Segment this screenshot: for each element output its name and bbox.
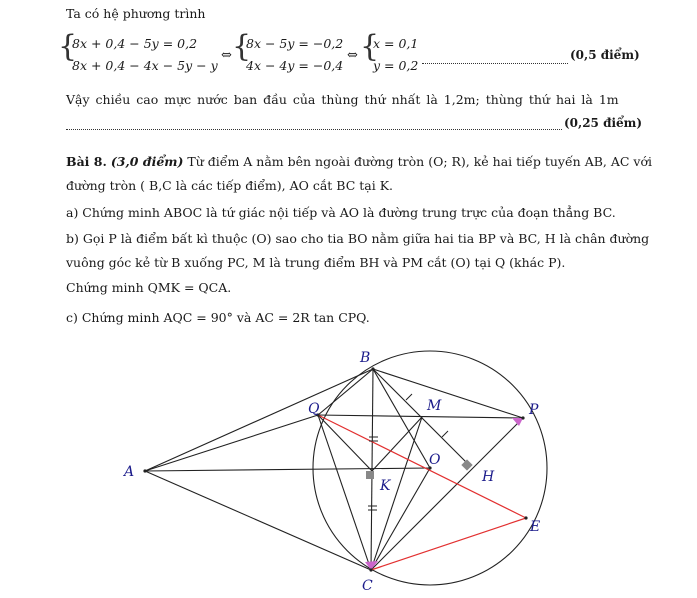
part-a: a) Chứng minh ABOC là tứ giác nội tiếp và AO là đường trung trực của đoạn thẳng BC.	[66, 205, 616, 220]
equiv-arrow-2: ⇔	[347, 48, 358, 63]
tangent-ab	[145, 369, 373, 471]
problem-label: Bài 8.	[66, 154, 107, 169]
red-segment-ce	[371, 518, 526, 570]
label-o: O	[429, 452, 441, 468]
part-b-line-2: vuông góc kẻ từ B xuống PC, M là trung điểm BH và PM cắt (O) tại Q (khác P).	[66, 255, 566, 270]
segment-qc	[318, 415, 371, 570]
system1-eq2: 8x + 0,4 − 4x − 5y − y	[72, 58, 218, 73]
label-k: K	[380, 478, 391, 494]
left-brace-1: {	[58, 29, 78, 64]
tick-mh	[442, 431, 448, 437]
problem-statement: Từ điểm A nằm bên ngoài đường tròn (O; R), kẻ hai tiếp tuyến AB, AC với	[187, 154, 652, 169]
system3-eq1: x = 0,1	[373, 36, 419, 51]
part-c: c) Chứng minh AQC = 90° và AC = 2R tan CPQ.	[66, 310, 370, 325]
score-1: (0,5 điểm)	[570, 48, 640, 62]
intro-text: Ta có hệ phương trình	[66, 6, 206, 21]
part-b-line-3: Chứng minh QMK = QCA.	[66, 280, 232, 295]
label-b: B	[360, 350, 371, 366]
label-h: H	[482, 469, 495, 485]
score-2: (0,25 điểm)	[564, 116, 643, 130]
tangent-ac	[145, 471, 371, 570]
left-brace-2: {	[232, 29, 252, 64]
equiv-arrow-1: ⇔	[221, 48, 232, 63]
left-brace-3: {	[360, 29, 380, 64]
part-b-line-1: b) Gọi P là điểm bất kì thuộc (O) sao cho tia BO nằm giữa hai tia BP và BC, H là chân đường	[66, 231, 650, 246]
conclusion-text: Vậy chiều cao mực nước ban đầu của thùng thứ nhất là 1,2m; thùng thứ hai là 1m	[66, 92, 619, 107]
segment-ao	[145, 468, 430, 471]
point-c	[369, 568, 372, 571]
label-c: C	[362, 578, 373, 594]
problem-line-2: đường tròn ( B,C là các tiếp điểm), AO cắt BC tại K.	[66, 178, 394, 193]
tick-bm	[406, 394, 412, 400]
label-e: E	[530, 519, 541, 535]
red-segment-qe	[318, 415, 526, 518]
segment-bp	[373, 369, 523, 418]
right-angle-h	[461, 459, 472, 470]
segment-pc	[371, 418, 523, 570]
system2-eq2: 4x − 4y = −0,4	[246, 58, 344, 73]
label-p: P	[529, 402, 539, 418]
point-e	[524, 516, 527, 519]
point-a	[143, 469, 146, 472]
system3-eq2: y = 0,2	[373, 58, 419, 73]
label-a: A	[124, 464, 135, 480]
system1-eq1: 8x + 0,4 − 5y = 0,2	[72, 36, 198, 51]
segment-mc	[371, 417, 422, 570]
system2-eq1: 8x − 5y = −0,2	[246, 36, 344, 51]
label-m: M	[427, 398, 442, 414]
segment-aq	[145, 415, 318, 471]
problem-points: (3,0 điểm)	[110, 154, 184, 169]
segment-bq	[318, 369, 373, 415]
segment-qk	[318, 415, 372, 471]
label-q: Q	[308, 401, 320, 417]
point-b	[371, 367, 374, 370]
right-angle-k	[366, 471, 374, 479]
point-p	[521, 416, 524, 419]
angle-mark-p	[512, 418, 523, 426]
